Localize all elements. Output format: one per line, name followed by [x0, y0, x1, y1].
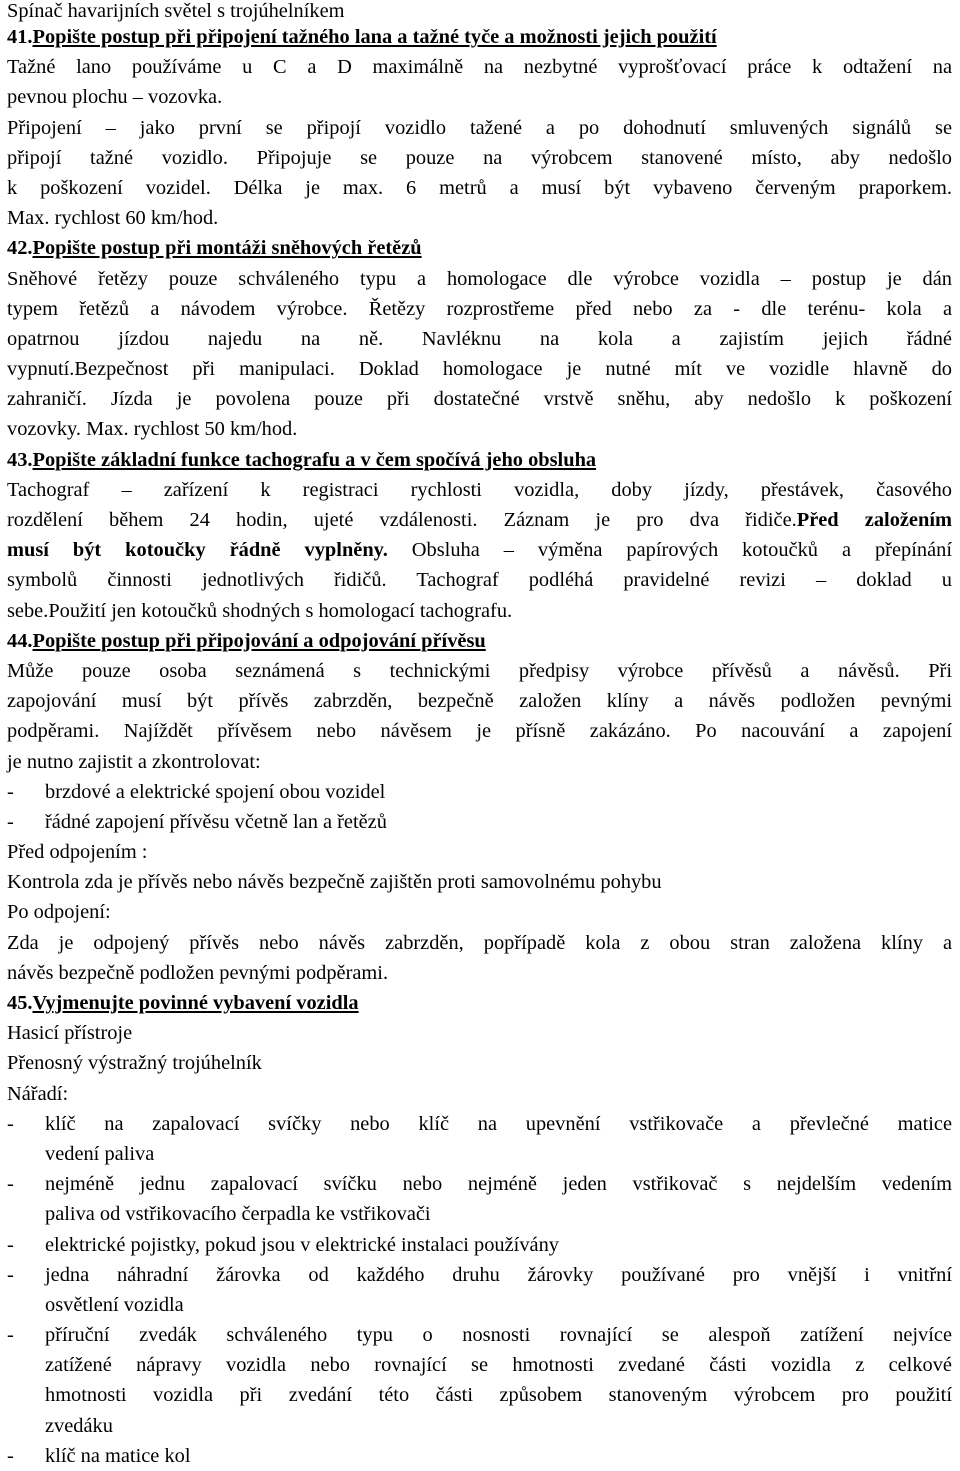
list-item-continuation: paliva od vstřikovacího čerpadla ke vstřikovači [45, 1203, 431, 1226]
bold-text-segment: Před založením [796, 509, 952, 531]
list-item [7, 1109, 952, 1139]
text-line: Sněhové řetězy pouze schváleného typu a homologace dle výrobce vozidla – postup je dán [7, 267, 952, 290]
text-line: Tachograf – zařízení k registraci rychlosti vozidla, doby jízdy, přestávek, časového [7, 478, 952, 501]
text-line: Max. rychlost 60 km/hod. [7, 207, 219, 230]
list-item [7, 1260, 952, 1290]
bold-text-segment: musí být kotoučky řádně vyplněny. [7, 539, 388, 562]
text-line: vozovky. Max. rychlost 50 km/hod. [7, 418, 298, 441]
text-line: Hasicí přístroje [7, 1022, 133, 1045]
question-title: Popište základní funkce tachografu a v čem spočívá jeho obsluha [32, 448, 597, 471]
text-line [7, 505, 952, 535]
dash-bullet: - [7, 1233, 14, 1256]
dash-bullet: - [7, 780, 14, 803]
text-line: návěs bezpečně podložen pevnými podpěrami. [7, 961, 389, 984]
question-42-heading [7, 233, 952, 263]
dash-bullet: - [7, 1444, 14, 1467]
list-item-text: brzdové a elektrické spojení obou vozidel [45, 780, 386, 803]
text-line: typem řetězů a návodem výrobce. Řetězy rozprostřeme před nebo za - dle terénu- kola a [7, 297, 952, 320]
question-44-heading [7, 626, 952, 656]
text-line: zapojování musí být přívěs zabrzděn, bezpečně založen klíny a návěs podložen pevnými [7, 690, 952, 713]
question-title: Popište postup při připojování a odpojování přívěsu [32, 629, 486, 652]
list-item-text: klíč na matice kol [45, 1444, 191, 1467]
dash-bullet: - [7, 810, 14, 833]
list-item-continuation: osvětlení vozidla [45, 1293, 184, 1316]
question-number: 45. [7, 992, 33, 1014]
question-45-heading [7, 988, 952, 1018]
list-item-continuation: vedení paliva [45, 1142, 155, 1165]
text-line: je nutno zajistit a zkontrolovat: [7, 750, 261, 773]
text-line: Kontrola zda je přívěs nebo návěs bezpečně zajištěn proti samovolnému pohybu [7, 871, 662, 894]
dash-bullet: - [7, 1324, 14, 1347]
text-line [7, 535, 952, 565]
text-line: Tažné lano používáme u C a D maximálně na nezbytné vyprošťovací práce k odtažení na [7, 56, 952, 79]
text-line: vypnutí.Bezpečnost při manipulaci. Doklad homologace je nutné mít ve vozidle hlavně do [7, 358, 952, 381]
question-number: 44. [7, 629, 33, 652]
text-segment: Obsluha – výměna papírových kotoučků a přepínání [387, 539, 952, 562]
text-line: zahraničí. Jízda je povolena pouze při dostatečné vrstvě sněhu, aby nedošlo k poškození [7, 388, 952, 411]
text-line: Zda je odpojený přívěs nebo návěs zabrzděn, popřípadě kola z obou stran založena klíny a [7, 931, 952, 954]
text-line: opatrnou jízdou najedu na ně. Navléknu na kola a zajistím jejich řádné [7, 327, 952, 350]
list-item [7, 1320, 952, 1350]
question-number: 41. [7, 26, 33, 48]
question-43-heading [7, 445, 952, 475]
text-line: k poškození vozidel. Délka je max. 6 metrů a musí být vybaveno červeným praporkem. [7, 176, 952, 199]
question-title: Popište postup při připojení tažného lana a tažné tyče a možnosti jejich použití [32, 26, 717, 48]
list-item [7, 807, 952, 837]
text-line: připojí tažné vozidlo. Připojuje se pouze na výrobcem stanovené místo, aby nedošlo [7, 146, 952, 169]
text-line: Po odpojení: [7, 901, 111, 924]
text-line: sebe.Použití jen kotoučků shodných s homologací tachografu. [7, 599, 513, 622]
list-item-continuation: zatížené nápravy vozidla nebo rovnající se hmotnosti zvedané části vozidla z celkové [45, 1354, 952, 1377]
list-item [7, 777, 952, 807]
dash-bullet: - [7, 1112, 14, 1135]
text-line: Připojení – jako první se připojí vozidlo tažené a po dohodnutí smluvených signálů se [7, 116, 952, 139]
text-line: Před odpojením : [7, 841, 148, 864]
text-line: symbolů činnosti jednotlivých řidičů. Tachograf podléhá pravidelné revizi – doklad u [7, 569, 952, 592]
text-segment: rozdělení během 24 hodin, ujeté vzdálenosti. Záznam je pro dva řidiče. [7, 509, 797, 531]
question-title: Popište postup při montáži sněhových řetězů [32, 237, 422, 260]
text-line: Může pouze osoba seznámená s technickými předpisy výrobce přívěsů a návěsů. Při [7, 659, 952, 682]
text-line: Nářadí: [7, 1082, 69, 1105]
question-number: 42. [7, 237, 33, 260]
list-item-text: klíč na zapalovací svíčky nebo klíč na upevnění vstřikovače a převlečné matice [45, 1112, 952, 1135]
list-item-text: nejméně jednu zapalovací svíčku nebo nejméně jeden vstřikovač s nejdelším vedením [45, 1173, 952, 1196]
list-item-continuation: zvedáku [45, 1414, 113, 1437]
dash-bullet: - [7, 1263, 14, 1286]
question-number: 43. [7, 448, 33, 471]
list-item-text: elektrické pojistky, pokud jsou v elektrické instalaci používány [45, 1233, 559, 1256]
list-item [7, 1169, 952, 1199]
question-title: Vyjmenujte povinné vybavení vozidla [32, 992, 359, 1014]
text-line: Přenosný výstražný trojúhelník [7, 1052, 262, 1075]
list-item-continuation: hmotnosti vozidla při zvedání této části způsobem stanoveným výrobcem pro použití [45, 1384, 952, 1407]
text-line: podpěrami. Najíždět přívěsem nebo návěsem je přísně zakázáno. Po nacouvání a zapojení [7, 720, 952, 743]
question-41-heading [7, 22, 952, 52]
list-item [7, 1441, 952, 1471]
text-line: pevnou plochu – vozovka. [7, 86, 223, 109]
list-item-text: jedna náhradní žárovka od každého druhu žárovky používané pro vnější i vnitřní [45, 1263, 952, 1286]
text-line: Spínač havarijních světel s trojúhelníkem [7, 0, 345, 22]
list-item-text: příruční zvedák schváleného typu o nosnosti rovnající se alespoň zatížení nejvíce [45, 1324, 952, 1347]
list-item-text: řádné zapojení přívěsu včetně lan a řetězů [45, 810, 387, 833]
list-item [7, 1230, 952, 1260]
dash-bullet: - [7, 1173, 14, 1196]
